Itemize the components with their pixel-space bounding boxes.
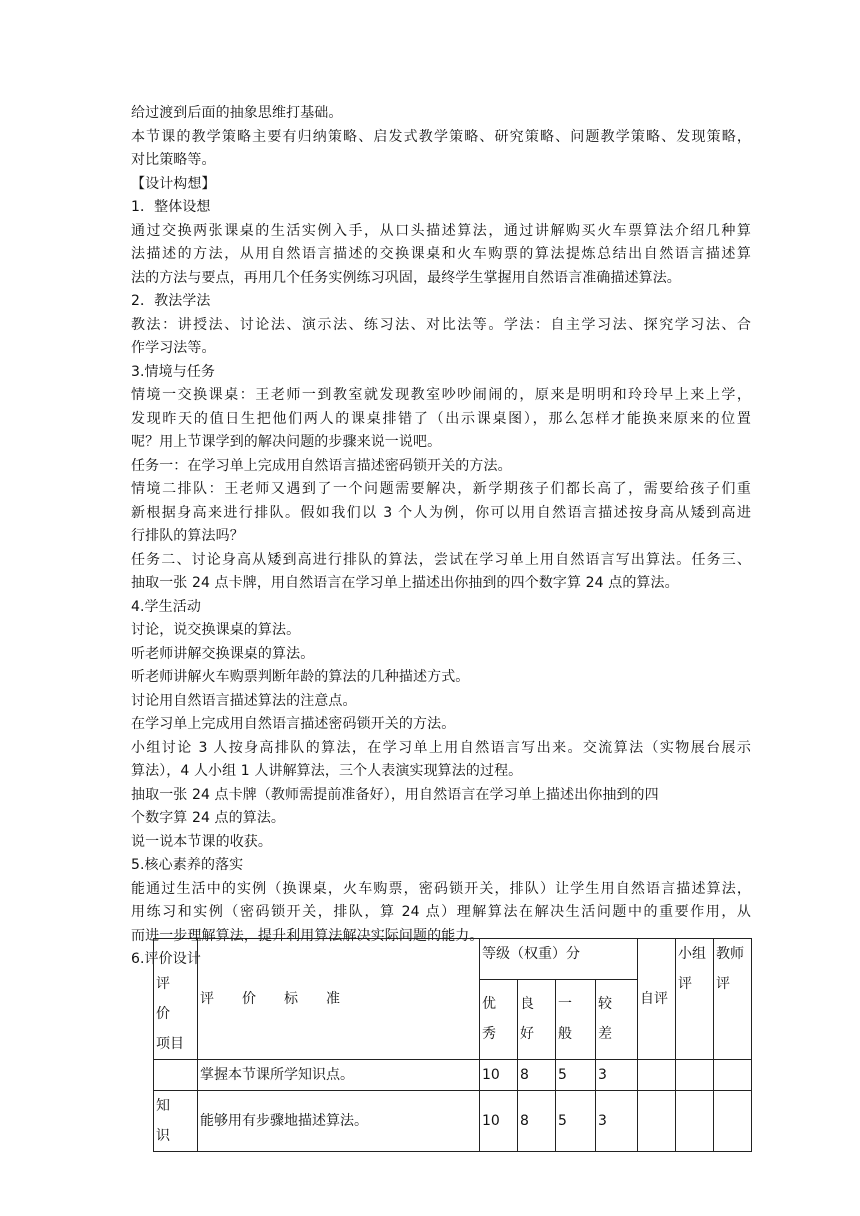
header-grade: 等级（权重）分 (480, 939, 638, 980)
header-group (676, 939, 714, 1060)
grade-char: 般 (558, 1026, 572, 1043)
text-line: 用练习和实例（密码锁开关，排队，算 24 点）理解算法在解决生活问题中的重要作用，从 (131, 904, 751, 920)
text-line: 小组讨论 3 人按身高排队的算法，在学习单上用自然语言写出来。交流算法（实物展台展示 (131, 739, 751, 756)
text-line: 听老师讲解交换课桌的算法。 (131, 645, 315, 662)
row-self-eval (638, 1091, 676, 1152)
header-teacher-line2: 评 (716, 976, 730, 992)
text-line: 行排队的算法吗？ (131, 528, 244, 544)
header-item-line2: 项目 (156, 1036, 184, 1052)
table-header-row (154, 939, 752, 980)
row-score-excellent: 10 (480, 1060, 518, 1091)
document-body (131, 102, 751, 972)
text-line: 算法），4 人小组 1 人讲解算法，三个人表演实现算法的过程。 (131, 763, 523, 779)
section-heading: 3.情境与任务 (131, 363, 216, 380)
text-line: 给过渡到后面的抽象思维打基础。 (131, 105, 343, 121)
row-score-good: 8 (518, 1060, 556, 1091)
row-category: 知 识 (154, 1091, 198, 1152)
section-heading: 5.核心素养的落实 (131, 857, 244, 873)
text-line: 任务二、讨论身高从矮到高进行排队的算法，尝试在学习单上用自然语言写出算法。任务三、 (131, 551, 751, 568)
text-line: 新根据身高来进行排队。假如我们以 3 个人为例，你可以用自然语言描述按身高从矮到高进 (131, 504, 751, 521)
header-self: 自评 (638, 939, 676, 1060)
grade-excellent (480, 979, 518, 1059)
row-score-excellent: 10 (480, 1091, 518, 1152)
text-line: 听老师讲解火车购票判断年龄的算法的几种描述方式。 (131, 669, 470, 685)
row-score-poor: 3 (596, 1060, 638, 1091)
text-line: 抽取一张 24 点卡牌，用自然语言在学习单上描述出你抽到的四个数字算 24 点的算法。 (131, 575, 679, 591)
row-score-poor: 3 (596, 1091, 638, 1152)
text-line: 发现昨天的值日生把他们两人的课桌排错了（出示课桌图），那么怎样才能换来原来的位置 (131, 410, 751, 427)
table-row (154, 1091, 752, 1152)
header-item-line1: 评 价 (156, 976, 184, 1022)
text-line: 任务一：在学习单上完成用自然语言描述密码锁开关的方法。 (131, 457, 512, 474)
section-heading: 6.评价设计 (131, 951, 201, 967)
table-row (154, 1060, 752, 1091)
row-score-good: 8 (518, 1091, 556, 1152)
section-heading: 4.学生活动 (131, 598, 201, 615)
text-line: 作学习法等。 (131, 340, 216, 356)
grade-char: 秀 (482, 1026, 496, 1043)
text-line: 本节课的教学策略主要有归纳策略、启发式教学策略、研究策略、问题教学策略、发现策略， (131, 128, 751, 145)
text-line: 法描述的方法，从用自然语言描述的交换课桌和火车购票的算法提炼总结出自然语言描述算 (131, 246, 751, 262)
grade-char: 一 (558, 996, 572, 1013)
section-heading: 【设计构想】 (131, 175, 216, 192)
text-line: 法的方法与要点，再用几个任务实例练习巩固，最终学生掌握用自然语言准确描述算法。 (131, 269, 681, 286)
text-line: 能通过生活中的实例（换课桌，火车购票，密码锁开关，排队）让学生用自然语言描述算法， (131, 880, 751, 897)
text-line: 讨论，说交换课桌的算法。 (131, 622, 301, 638)
text-line: 通过交换两张课桌的生活实例入手，从口头描述算法，通过讲解购买火车票算法介绍几种算 (131, 222, 751, 239)
header-item (154, 939, 198, 1060)
text-line: 而进一步理解算法，提升利用算法解决实际问题的能力。 (131, 927, 484, 944)
text-line: 在学习单上完成用自然语言描述密码锁开关的方法。 (131, 716, 456, 732)
text-line: 对比策略等。 (131, 152, 216, 168)
row-standard: 掌握本节课所学知识点。 (198, 1060, 480, 1091)
text-line: 说一说本节课的收获。 (131, 833, 272, 850)
row-category (154, 1060, 198, 1091)
text-line: 呢？用上节课学到的解决问题的步骤来说一说吧。 (131, 434, 442, 450)
row-self-eval (638, 1060, 676, 1091)
header-group-line2: 评 (678, 976, 692, 992)
row-group-eval (676, 1091, 714, 1152)
row-teacher-eval (714, 1060, 752, 1091)
grade-char: 良 (520, 996, 534, 1013)
grade-poor (596, 979, 638, 1059)
section-heading: 2．教法学法 (131, 293, 211, 309)
text-line: 抽取一张 24 点卡牌（教师需提前准备好），用自然语言在学习单上描述出你抽到的四 (131, 786, 659, 803)
row-score-average: 5 (556, 1060, 596, 1091)
header-group-line1: 小组 (678, 946, 706, 962)
row-group-eval (676, 1060, 714, 1091)
text-line: 情境二排队：王老师又遇到了一个问题需要解决，新学期孩子们都长高了，需要给孩子们重 (131, 481, 751, 497)
text-line: 教法：讲授法、讨论法、演示法、练习法、对比法等。学法：自主学习法、探究学习法、合 (131, 316, 751, 333)
header-standard: 评 价 标 准 (198, 939, 480, 1060)
evaluation-table (153, 938, 752, 1152)
row-score-average: 5 (556, 1091, 596, 1152)
text-line: 个数字算 24 点的算法。 (131, 810, 286, 826)
text-line: 情境一交换课桌：王老师一到教室就发现教室吵吵闹闹的，原来是明明和玲玲早上来上学， (131, 387, 751, 403)
grade-average (556, 979, 596, 1059)
grade-char: 优 (482, 996, 496, 1013)
section-heading: 1．整体设想 (131, 199, 211, 215)
grade-char: 差 (598, 1026, 612, 1043)
grade-char: 较 (598, 996, 612, 1013)
header-teacher-line1: 教师 (716, 946, 744, 962)
header-teacher (714, 939, 752, 1060)
grade-char: 好 (520, 1026, 534, 1043)
row-teacher-eval (714, 1091, 752, 1152)
grade-good (518, 979, 556, 1059)
row-standard: 能够用有步骤地描述算法。 (198, 1091, 480, 1152)
text-line: 讨论用自然语言描述算法的注意点。 (131, 692, 357, 709)
